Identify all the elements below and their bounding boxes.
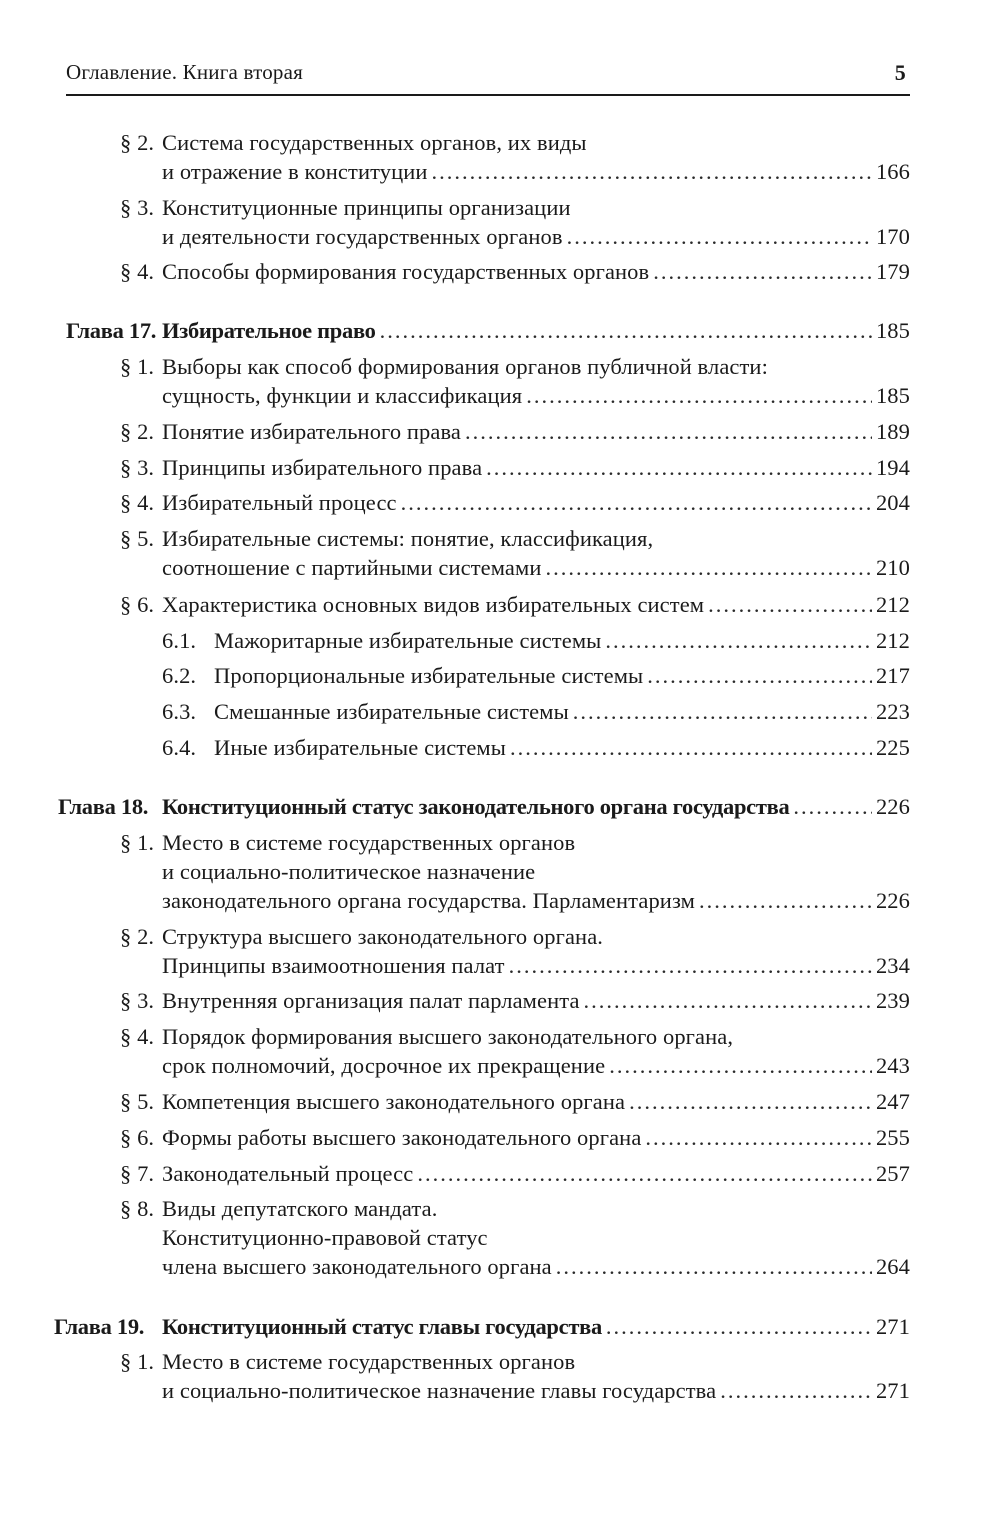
toc-entry[interactable]: [0, 524, 1000, 554]
toc-entry-continuation[interactable]: [0, 1252, 1000, 1282]
leader-dots: [509, 951, 872, 981]
entry-number: § 2.: [120, 130, 155, 155]
entry-number: § 4.: [120, 259, 155, 284]
entry-number: 6.3.: [162, 699, 197, 724]
toc-chapter-17[interactable]: [0, 316, 1000, 346]
entry-title: Выборы как способ формирования органов публичной власти:: [162, 354, 768, 379]
entry-page: 212: [875, 628, 910, 653]
toc-entry[interactable]: [0, 1159, 1000, 1189]
header-page-number: 5: [894, 60, 906, 85]
entry-title: Характеристика основных видов избирательных систем: [162, 592, 705, 617]
entry-number: § 2.: [120, 419, 155, 444]
leader-dots: [526, 381, 872, 411]
entry-title: Виды депутатского мандата.: [162, 1196, 438, 1221]
leader-dots: [401, 488, 872, 518]
entry-number: § 4.: [120, 490, 155, 515]
toc-entry[interactable]: [0, 257, 1000, 287]
entry-page: 204: [875, 490, 910, 515]
toc-entry[interactable]: [0, 1087, 1000, 1117]
entry-title: Конституционные принципы организации: [162, 195, 571, 220]
entry-number: § 3.: [120, 195, 155, 220]
entry-number: § 2.: [120, 924, 155, 949]
entry-title: Пропорциональные избирательные системы: [214, 663, 644, 688]
leader-dots: [465, 417, 872, 447]
toc-chapter-18[interactable]: [0, 792, 1000, 822]
entry-number: 6.2.: [162, 663, 197, 688]
entry-title: Внутренняя организация палат парламента: [162, 988, 580, 1013]
entry-title: и социально-политическое назначение главы государства: [162, 1378, 717, 1403]
entry-page: 239: [875, 988, 910, 1013]
leader-dots: [545, 553, 871, 583]
entry-number: § 7.: [120, 1161, 155, 1186]
header-title: Оглавление. Книга вторая: [66, 60, 303, 84]
toc-entry[interactable]: [0, 1347, 1000, 1377]
toc-entry[interactable]: [0, 590, 1000, 620]
entry-number: § 3.: [120, 455, 155, 480]
chapter-title: Конституционный статус главы государства: [162, 1314, 602, 1339]
entry-page: 189: [875, 419, 910, 444]
toc-entry-continuation[interactable]: [0, 222, 1000, 252]
entry-page: 166: [875, 159, 910, 184]
entry-number: § 1.: [120, 1349, 155, 1374]
entry-page: 255: [875, 1125, 910, 1150]
entry-title: Смешанные избирательные системы: [214, 699, 569, 724]
entry-title: соотношение с партийными системами: [162, 555, 542, 580]
chapter-title: Конституционный статус законодательного органа государства: [162, 794, 790, 819]
entry-title: срок полномочий, досрочное их прекращение: [162, 1053, 606, 1078]
entry-title: и социально-политическое назначение: [162, 859, 536, 884]
toc-entry[interactable]: [0, 417, 1000, 447]
toc-entry-continuation[interactable]: [0, 1051, 1000, 1081]
entry-number: 6.4.: [162, 735, 197, 760]
leader-dots: [720, 1376, 872, 1406]
entry-title: Место в системе государственных органов: [162, 830, 576, 855]
entry-page: 217: [875, 663, 910, 688]
toc-chapter-19[interactable]: [0, 1312, 1000, 1342]
leader-dots: [567, 222, 872, 252]
entry-title: Система государственных органов, их виды: [162, 130, 587, 155]
entry-page: 212: [875, 592, 910, 617]
entry-title: Принципы избирательного права: [162, 455, 483, 480]
running-header: [66, 58, 910, 96]
toc-entry-continuation[interactable]: [0, 381, 1000, 411]
entry-title: Компетенция высшего законодательного органа: [162, 1089, 626, 1114]
entry-title: Место в системе государственных органов: [162, 1349, 576, 1374]
entry-title: и деятельности государственных органов: [162, 224, 563, 249]
entry-page: 185: [875, 383, 910, 408]
leader-dots: [793, 792, 872, 822]
chapter-number: Глава 17.: [66, 318, 157, 343]
toc-entry[interactable]: [0, 922, 1000, 952]
toc-entry[interactable]: [0, 128, 1000, 158]
leader-dots: [605, 626, 872, 656]
entry-page: 170: [875, 224, 910, 249]
leader-dots: [606, 1312, 872, 1342]
entry-title: Принципы взаимоотношения палат: [162, 953, 505, 978]
toc-subentry[interactable]: [0, 733, 1000, 763]
toc-entry-continuation[interactable]: [0, 951, 1000, 981]
entry-number: § 4.: [120, 1024, 155, 1049]
toc-entry-continuation[interactable]: [0, 553, 1000, 583]
entry-title: Избирательный процесс: [162, 490, 397, 515]
entry-page: 179: [875, 259, 910, 284]
toc-entry-continuation[interactable]: [0, 1223, 1000, 1253]
entry-title: Понятие избирательного права: [162, 419, 461, 444]
entry-page: 194: [875, 455, 910, 480]
entry-number: § 6.: [120, 1125, 155, 1150]
entry-title: Порядок формирования высшего законодательного органа,: [162, 1024, 734, 1049]
chapter-page: 185: [875, 318, 910, 343]
chapter-page: 226: [875, 794, 910, 819]
toc-subentry[interactable]: [0, 661, 1000, 691]
leader-dots: [417, 1159, 872, 1189]
chapter-number: Глава 18.: [58, 794, 149, 819]
leader-dots: [510, 733, 872, 763]
leader-dots: [609, 1051, 872, 1081]
entry-page: 234: [875, 953, 910, 978]
entry-page: 225: [875, 735, 910, 760]
toc-entry-continuation[interactable]: [0, 157, 1000, 187]
toc-entry[interactable]: [0, 488, 1000, 518]
chapter-title: Избирательное право: [162, 318, 376, 343]
leader-dots: [708, 590, 872, 620]
leader-dots: [653, 257, 872, 287]
leader-dots: [380, 316, 872, 346]
leader-dots: [432, 157, 872, 187]
entry-page: 271: [875, 1378, 910, 1403]
entry-number: § 3.: [120, 988, 155, 1013]
toc-entry[interactable]: [0, 193, 1000, 223]
toc-entry-continuation[interactable]: [0, 886, 1000, 916]
entry-title: Структура высшего законодательного органа.: [162, 924, 604, 949]
toc-subentry[interactable]: [0, 697, 1000, 727]
entry-number: § 6.: [120, 592, 155, 617]
chapter-number: Глава 19.: [54, 1314, 145, 1339]
toc-entry[interactable]: [0, 986, 1000, 1016]
toc-entry-continuation[interactable]: [0, 857, 1000, 887]
entry-title: и отражение в конституции: [162, 159, 428, 184]
entry-number: § 8.: [120, 1196, 155, 1221]
entry-title: Мажоритарные избирательные системы: [214, 628, 602, 653]
leader-dots: [645, 1123, 872, 1153]
entry-title: члена высшего законодательного органа: [162, 1254, 552, 1279]
entry-page: 257: [875, 1161, 910, 1186]
entry-title: Конституционно-правовой статус: [162, 1225, 488, 1250]
leader-dots: [573, 697, 872, 727]
entry-page: 223: [875, 699, 910, 724]
entry-title: Избирательные системы: понятие, классификация,: [162, 526, 654, 551]
leader-dots: [699, 886, 872, 916]
toc-entry[interactable]: [0, 828, 1000, 858]
toc-entry[interactable]: [0, 453, 1000, 483]
entry-title: сущность, функции и классификация: [162, 383, 523, 408]
entry-page: 243: [875, 1053, 910, 1078]
leader-dots: [486, 453, 872, 483]
toc-entry-continuation[interactable]: [0, 1376, 1000, 1406]
entry-number: § 1.: [120, 354, 155, 379]
entry-number: 6.1.: [162, 628, 197, 653]
entry-number: § 1.: [120, 830, 155, 855]
toc-entry[interactable]: [0, 1194, 1000, 1224]
toc-entry[interactable]: [0, 1022, 1000, 1052]
toc-entry[interactable]: [0, 352, 1000, 382]
leader-dots: [647, 661, 872, 691]
entry-number: § 5.: [120, 1089, 155, 1114]
leader-dots: [556, 1252, 872, 1282]
toc-subentry[interactable]: [0, 626, 1000, 656]
toc-entry[interactable]: [0, 1123, 1000, 1153]
entry-title: Способы формирования государственных органов: [162, 259, 650, 284]
entry-page: 226: [875, 888, 910, 913]
entry-title: Законодательный процесс: [162, 1161, 414, 1186]
entry-number: § 5.: [120, 526, 155, 551]
entry-title: законодательного органа государства. Парламентаризм: [162, 888, 695, 913]
chapter-page: 271: [875, 1314, 910, 1339]
entry-title: Формы работы высшего законодательного органа: [162, 1125, 642, 1150]
leader-dots: [584, 986, 872, 1016]
entry-page: 264: [875, 1254, 910, 1279]
entry-page: 210: [875, 555, 910, 580]
leader-dots: [629, 1087, 872, 1117]
entry-title: Иные избирательные системы: [214, 735, 506, 760]
entry-page: 247: [875, 1089, 910, 1114]
